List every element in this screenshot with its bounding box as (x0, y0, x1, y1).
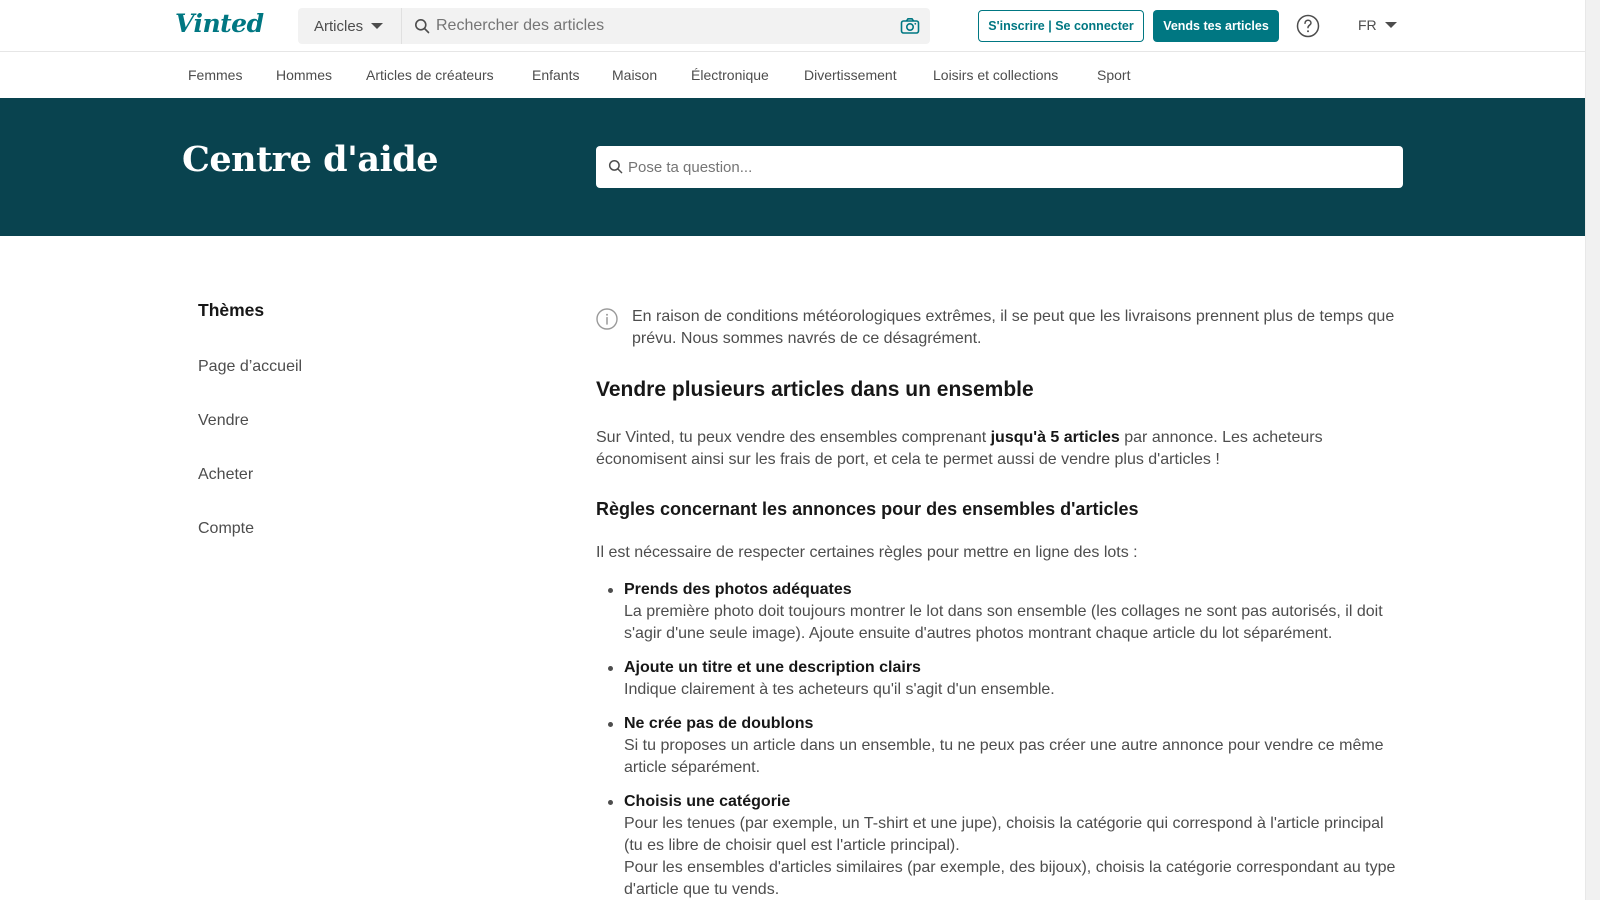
nav-item-femmes[interactable]: Femmes (188, 67, 243, 83)
nav-item-hommes[interactable]: Hommes (276, 67, 333, 83)
intro-highlight: jusqu'à 5 articles (990, 429, 1120, 446)
rule-title: Choisis une catégorie (624, 793, 791, 810)
main-search-bar (298, 8, 930, 44)
article-intro (596, 427, 1406, 471)
search-category-label: Articles (314, 17, 364, 35)
nav-item-enfants[interactable]: Enfants (532, 67, 580, 83)
language-label: FR (1358, 17, 1377, 33)
nav-item-loisirs-collections[interactable]: Loisirs et collections (933, 67, 1059, 83)
signup-login-button[interactable]: S'inscrire | Se connecter (978, 10, 1144, 42)
sidebar-item-account[interactable]: Compte (198, 520, 255, 537)
nav-item-electronique[interactable]: Électronique (691, 67, 769, 83)
sidebar-item-home[interactable]: Page d’accueil (198, 358, 303, 375)
rule-text: Indique clairement à tes acheteurs qu'il s'agit d'un ensemble. (624, 681, 1055, 698)
help-search-bar (596, 146, 1403, 188)
chevron-down-icon (371, 23, 383, 29)
help-center-hero (0, 98, 1585, 236)
search-category-select[interactable] (298, 8, 402, 44)
search-icon (414, 18, 430, 39)
rule-title: Prends des photos adéquates (624, 581, 852, 598)
rule-title: Ne crée pas de doublons (624, 715, 814, 732)
list-item (624, 791, 1406, 900)
article-title: Vendre plusieurs articles dans un ensemble (596, 378, 1034, 401)
notice-text: En raison de conditions météorologiques extrêmes, il se peut que les livraisons prennent plus de temps que prévu. Nous sommes navrés de ce désagrément. (632, 308, 1395, 347)
info-icon (596, 308, 618, 337)
category-nav (0, 52, 1585, 98)
chevron-down-icon (1385, 22, 1397, 28)
list-item (624, 579, 1406, 645)
help-icon[interactable] (1296, 14, 1320, 43)
help-article (596, 306, 1406, 900)
intro-text-after: par annonce. Les acheteurs économisent ainsi sur les frais de port, et cela te permet aussi de vendre plus d'articles ! (596, 429, 1323, 468)
help-search-input[interactable] (628, 146, 1388, 188)
page-scrollbar[interactable] (1585, 0, 1600, 900)
rules-heading: Règles concernant les annonces pour des ensembles d'articles (596, 499, 1139, 519)
language-selector[interactable] (1358, 17, 1397, 33)
sidebar-item-buy[interactable]: Acheter (198, 466, 254, 483)
nav-item-articles-createurs[interactable]: Articles de créateurs (366, 67, 494, 83)
rule-text: Pour les tenues (par exemple, un T-shirt et une jupe), choisis la catégorie qui correspond à l'article principal (tu es libre de choisir quel est l'article principal). (624, 815, 1384, 854)
nav-item-divertissement[interactable]: Divertissement (804, 67, 897, 83)
list-item (624, 713, 1406, 779)
main-search-input[interactable] (436, 8, 876, 44)
camera-search-icon[interactable] (900, 17, 920, 40)
rule-title: Ajoute un titre et une description clairs (624, 659, 921, 676)
rule-text: Si tu proposes un article dans un ensemble, tu ne peux pas créer une autre annonce pour vendre ce même article séparément. (624, 737, 1384, 776)
sidebar-title: Thèmes (198, 300, 265, 320)
sidebar-item-sell[interactable]: Vendre (198, 412, 249, 429)
top-header (0, 0, 1585, 52)
intro-text-before: Sur Vinted, tu peux vendre des ensembles comprenant (596, 429, 991, 446)
weather-notice (596, 306, 1406, 350)
nav-item-sport[interactable]: Sport (1097, 67, 1131, 83)
page-title: Centre d'aide (182, 139, 439, 180)
sell-items-button[interactable]: Vends tes articles (1153, 10, 1279, 42)
rule-text: Pour les ensembles d'articles similaires (par exemple, des bijoux), choisis la catégorie correspondant au type d'article que tu vends. (624, 859, 1396, 898)
nav-item-maison[interactable]: Maison (612, 67, 658, 83)
list-item (624, 657, 1406, 701)
vinted-logo[interactable]: Vinted (175, 9, 264, 38)
rules-intro: Il est nécessaire de respecter certaines règles pour mettre en ligne des lots : (596, 544, 1138, 561)
search-icon (608, 159, 623, 179)
rules-list (596, 579, 1406, 900)
rule-text: La première photo doit toujours montrer le lot dans son ensemble (les collages ne sont pas autorisés, il doit s'agir d'une seule image). Ajoute ensuite d'autres photos montrant chaque article du lot séparément. (624, 603, 1383, 642)
